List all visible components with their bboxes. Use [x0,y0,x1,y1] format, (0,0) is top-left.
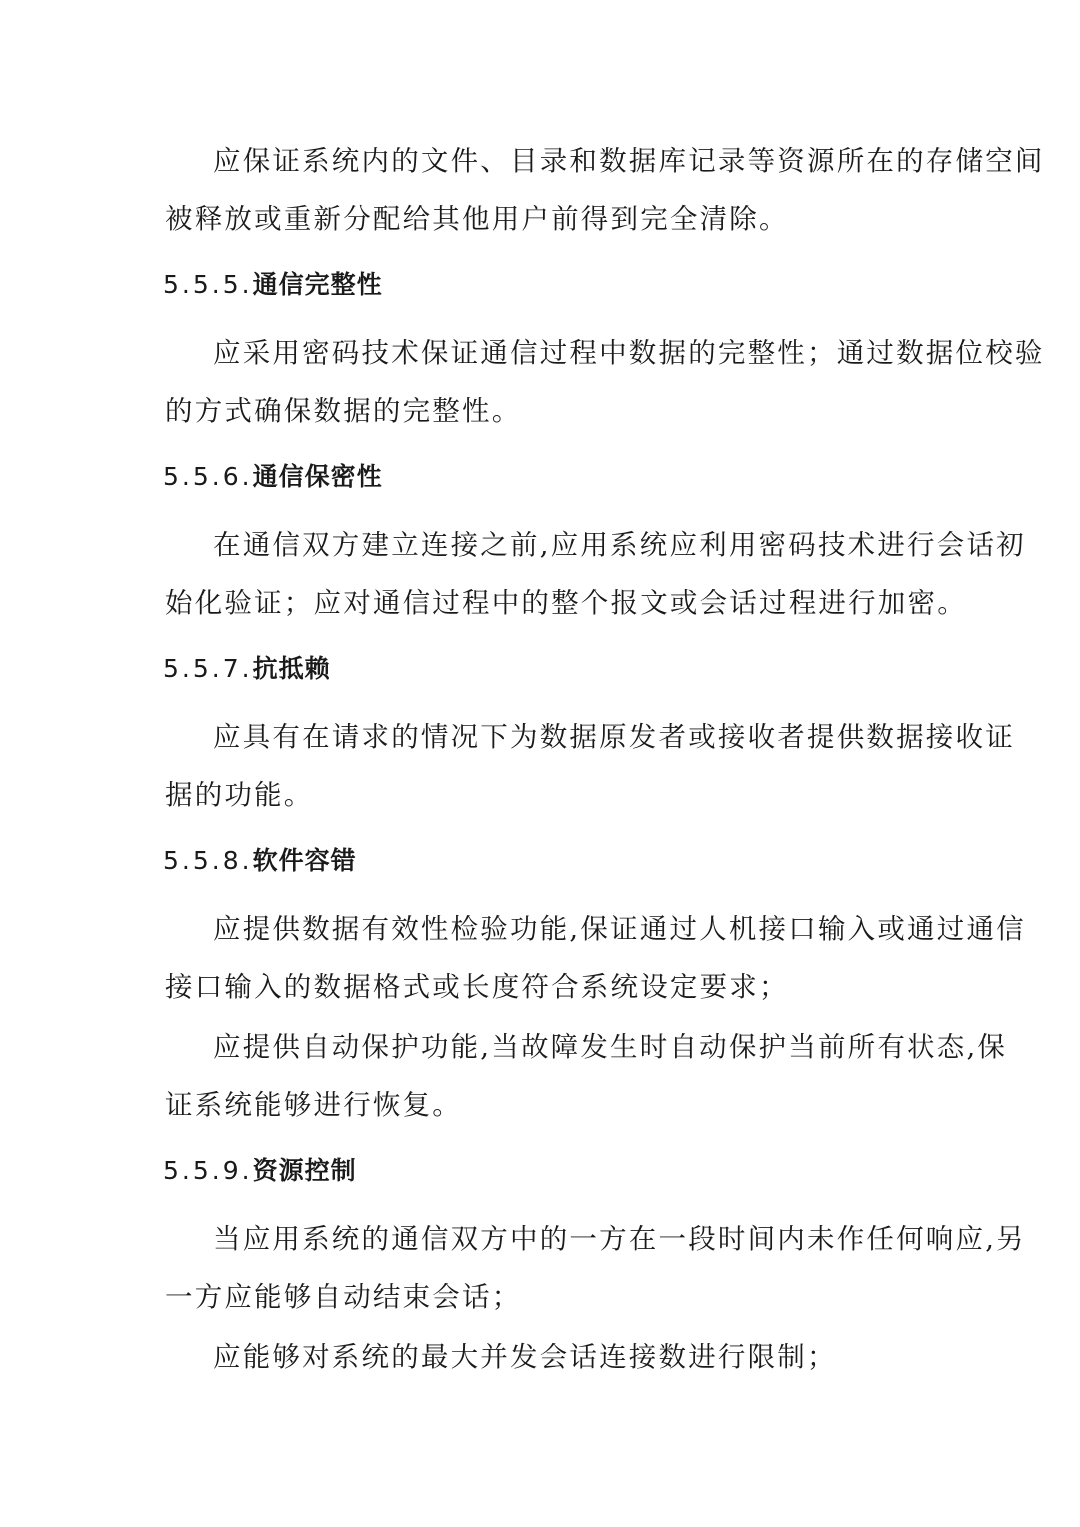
section-heading-5-5-9 [163,1154,357,1188]
paragraph-line: 在通信双方建立连接之前,应用系统应利用密码技术进行会话初 [213,529,1026,561]
paragraph-line: 被释放或重新分配给其他用户前得到完全清除。 [165,203,789,235]
paragraph-line: 应提供数据有效性检验功能,保证通过人机接口输入或通过通信 [213,913,1026,945]
section-number: 5.5.5. [163,270,253,299]
paragraph-line: 始化验证；应对通信过程中的整个报文或会话过程进行加密。 [165,587,967,619]
section-number: 5.5.8. [163,846,253,875]
section-number: 5.5.7. [163,654,253,683]
paragraph-line: 证系统能够进行恢复。 [165,1089,462,1121]
section-title: 抗抵赖 [252,654,331,683]
paragraph-line: 应具有在请求的情况下为数据原发者或接收者提供数据接收证 [213,721,1015,753]
paragraph-line: 一方应能够自动结束会话； [165,1281,522,1313]
paragraph-line: 应提供自动保护功能,当故障发生时自动保护当前所有状态,保 [213,1031,1008,1063]
section-title: 软件容错 [252,846,357,875]
paragraph-line: 应采用密码技术保证通信过程中数据的完整性；通过数据位校验 [213,337,1045,369]
section-number: 5.5.9. [163,1156,253,1185]
section-heading-5-5-8 [163,844,357,878]
paragraph-line: 当应用系统的通信双方中的一方在一段时间内未作任何响应,另 [213,1223,1026,1255]
paragraph-line: 的方式确保数据的完整性。 [165,395,522,427]
section-heading-5-5-7 [163,652,331,686]
paragraph-line: 应保证系统内的文件、目录和数据库记录等资源所在的存储空间 [213,145,1045,177]
paragraph-line: 应能够对系统的最大并发会话连接数进行限制； [213,1341,837,1373]
section-heading-5-5-6 [163,460,383,494]
paragraph-line: 接口输入的数据格式或长度符合系统设定要求； [165,971,789,1003]
section-heading-5-5-5 [163,268,383,302]
section-number: 5.5.6. [163,462,253,491]
section-title: 通信保密性 [252,462,383,491]
paragraph-line: 据的功能。 [165,779,314,811]
section-title: 通信完整性 [252,270,383,299]
section-title: 资源控制 [252,1156,357,1185]
